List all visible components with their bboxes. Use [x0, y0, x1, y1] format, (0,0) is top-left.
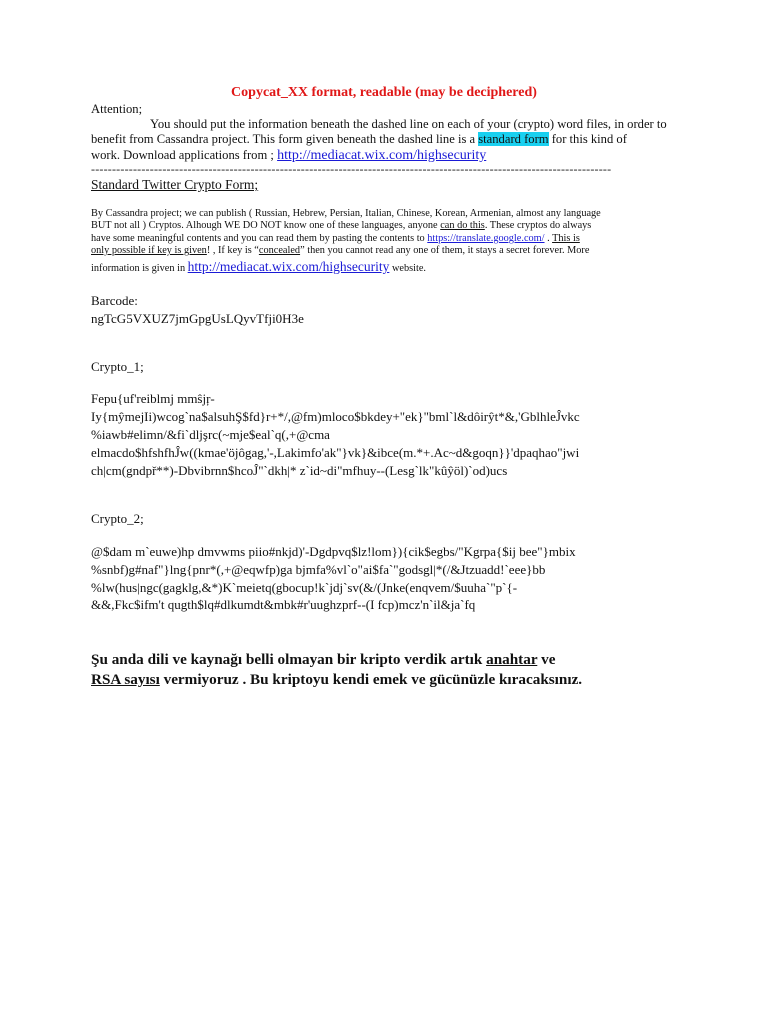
turkish-line-1-text-b: ve	[537, 651, 556, 668]
crypto-2-line: %snbf)g#naf"}lng{pnr*(,+@eqwfp)ga bjmfa%vl`o"ai$fa`"godsgl|*(/&Jtzuadd!`eee}bb	[91, 562, 546, 577]
body-line-2	[91, 220, 591, 232]
body-line-2-text-a: BUT not all ) Cryptos. Alhough WE DO NOT know one of these languages, anyone	[91, 220, 441, 231]
barcode-label: Barcode:	[91, 293, 138, 308]
body-line-5-text-b: website.	[389, 263, 426, 274]
rsa-sayisi-text: RSA sayısı	[91, 671, 160, 688]
standard-form-highlight: standard form	[478, 132, 549, 146]
only-possible-text: only possible if key is given	[91, 245, 207, 256]
body-line-2-text-b: . These cryptos do always	[484, 220, 592, 231]
turkish-line-2	[91, 669, 582, 690]
crypto-2-line: %lw(hus|ngc(gagklg,&*)K`meietq(gbocup!k`jdj`sv(&/(Jnke(enqvem/$uuha`"p`{-	[91, 580, 518, 595]
form-heading: Standard Twitter Crypto Form;	[91, 177, 259, 192]
this-is-text: This is	[552, 233, 580, 244]
mediacat-link-1[interactable]: http://mediacat.wix.com/highsecurity	[277, 148, 487, 163]
body-line-1: By Cassandra project; we can publish ( Russian, Hebrew, Persian, Italian, Chinese, Korean, Armenian, almost any language	[91, 208, 601, 219]
attention-label: Attention;	[91, 102, 143, 116]
crypto-1-line: %iawb#elimn/&fi`dljşrc(~mje$eal`q(,+@cma	[91, 427, 330, 442]
turkish-line-2-text-b: vermiyoruz . Bu kriptoyu kendi emek ve gücünüzle kıracaksınız.	[159, 671, 583, 688]
intro-line-2-text-a: benefit from Cassandra project. This form given beneath the dashed line is a	[91, 132, 479, 146]
body-line-5-text-a: information is given in	[91, 263, 188, 274]
crypto-1-line: ch|cm(gndpř**)-Dbvibrnn$hcoĴ"`dkh|* z`id~di"mfhuy--(Lesg`lk"kûŷöl)`od)ucs	[91, 463, 508, 478]
turkish-line-1-text-a: Şu anda dili ve kaynağı belli olmayan bir kripto verdik artık	[91, 651, 487, 668]
concealed-text: concealed	[258, 245, 301, 256]
google-translate-link[interactable]: https://translate.google.com/	[427, 233, 545, 244]
anahtar-text: anahtar	[486, 651, 538, 668]
body-line-3	[91, 233, 580, 245]
crypto-2-line: @$dam m`euwe)hp dmvwms piio#nkjd)'-Dgdpvq$lz!lom}){cik$egbs/"Kgrpa{$ij bee"}mbix	[91, 544, 576, 559]
intro-line-2	[91, 131, 627, 147]
crypto-1-label: Crypto_1;	[91, 359, 144, 374]
body-line-3-text-a: have some meaningful contents and you can read them by pasting the contents to	[91, 233, 428, 244]
can-do-this-text: can do this	[440, 220, 485, 231]
crypto-2-line: &&,Fkc$ifm't qugth$lq#dlkumdt&mbk#r'uughzprf--(I fcp)mcz'n`il&ja`fq	[91, 597, 476, 612]
turkish-line-1	[91, 649, 555, 670]
crypto-1-line: elmacdo$hfshfhĴw((kmae'öjôgag,'-,Lakimfo'ak"}vk}&ibce(m.*+.Ac~d&goqn}}'dpaqhao"jwi	[91, 445, 580, 460]
body-line-4-text-b: ” then you cannot read any one of them, it stays a secret forever. More	[300, 245, 590, 256]
dashed-separator: ----------------------------------------------------------------------------------------------------------------------------	[91, 162, 612, 176]
body-line-4	[91, 245, 589, 257]
intro-line-2-text-b: for this kind of	[548, 132, 627, 146]
intro-line-1: You should put the information beneath the dashed line on each of your (crypto) word files, in order to	[150, 117, 667, 131]
document-title: Copycat_XX format, readable (may be deciphered)	[231, 85, 537, 100]
mediacat-link-2[interactable]: http://mediacat.wix.com/highsecurity	[187, 259, 390, 274]
crypto-1-line: Iy{mŷmejIi)wcog`na$alsuhŞ$fd}r+*/,@fm)mloco$bkdey+"ek}"bml`l&dôirŷt*&,'GblhleĴvkc	[91, 409, 580, 424]
crypto-1-line: Fepu{uf'reiblmj mmŝjŗ-	[91, 391, 215, 406]
crypto-2-label: Crypto_2;	[91, 511, 144, 526]
body-line-4-text-a: ! , If key is “	[206, 245, 259, 256]
intro-line-3-text: work. Download applications from ;	[91, 148, 278, 162]
body-line-5	[91, 258, 426, 276]
barcode-value: ngTcG5VXUZ7jmGpgUsLQyvTfji0H3e	[91, 311, 304, 326]
body-line-3-text-b: .	[544, 233, 553, 244]
